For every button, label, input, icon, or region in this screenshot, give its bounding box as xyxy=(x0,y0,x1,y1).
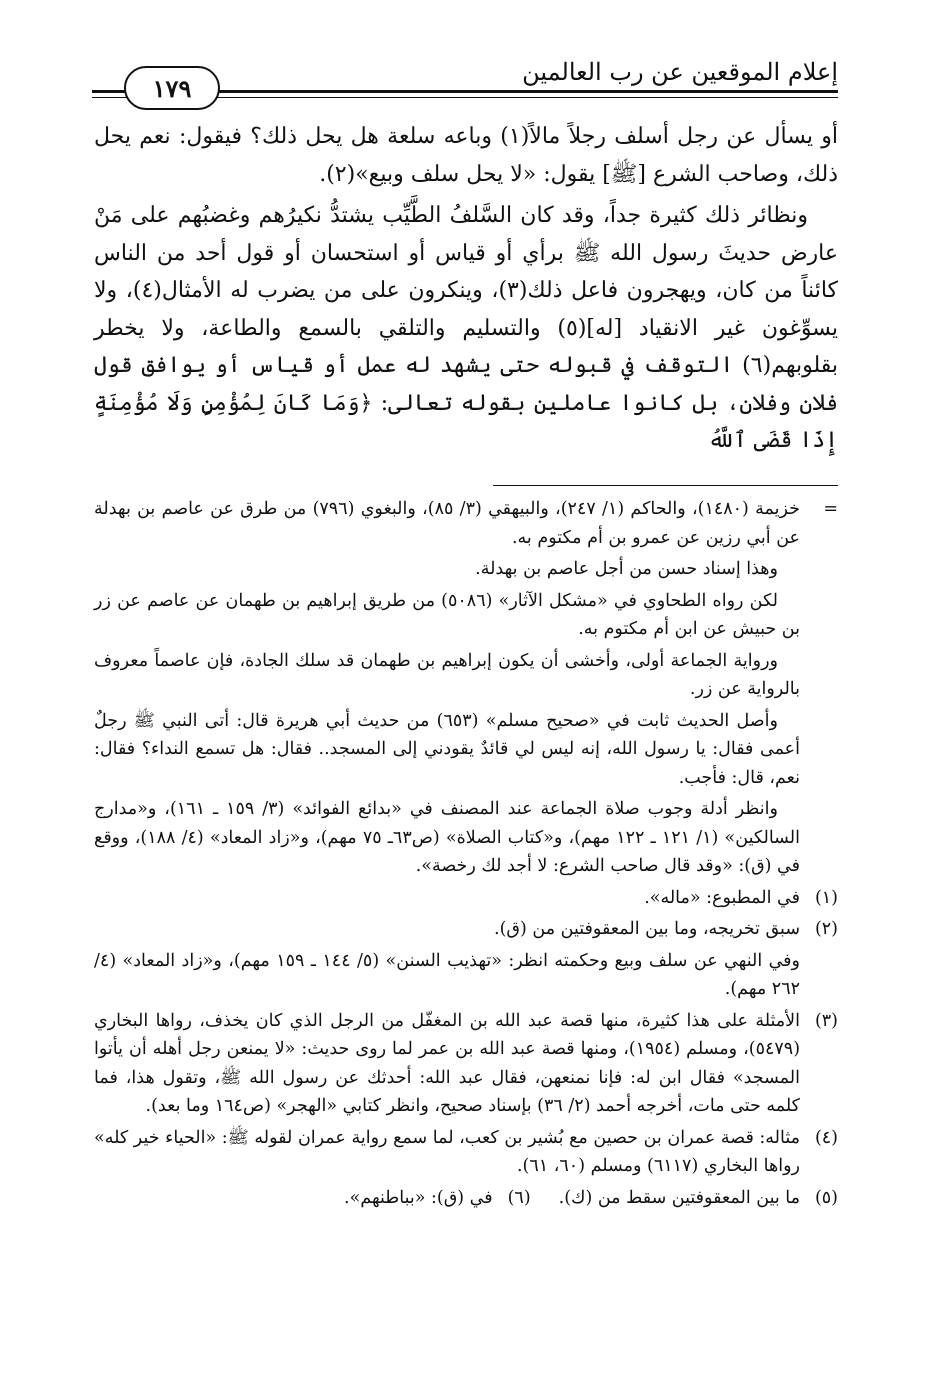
page-number: ١٧٩ xyxy=(124,66,220,110)
footnote-text: الأمثلة على هذا كثيرة، منها قصة عبد الله بن المغفّل من الرجل الذي كان يخذف، رواها البخاري (٥٤٧٩)، ومسلم (١٩٥٤)، ومنها قصة عبد الله بن عمر لما روى حديث: «لا يمنعن رجل أهله أن يأتوا المسجد» فقال ابن له: فإنا نمنعهن، فقال عبد الله: أحدثك عن رسول الله ﷺ، وتقول هذا، فما كلمه حتى مات، أخرجه أحمد (٢/ ٣٦) بإسناد صحيح، وانظر كتابي «الهجر» (ص١٦٤ وما بعد). xyxy=(94,1010,801,1116)
footnote-continuation xyxy=(94,647,838,704)
running-title: إعلام الموقعين عن رب العالمين xyxy=(522,58,838,86)
footnote-separator xyxy=(493,485,838,486)
footnote-text: ما بين المعقوفتين سقط من (ك). xyxy=(558,1187,800,1208)
footnote-marker: (٥) xyxy=(814,1187,838,1208)
footnote-text: في (ق): «بباطنهم». xyxy=(344,1187,493,1208)
footnote-marker xyxy=(800,555,838,584)
footnote-marker: (٢) xyxy=(814,919,838,939)
footnote xyxy=(94,947,838,1004)
footnote-text: خزيمة (١٤٨٠)، والحاكم (١/ ٢٤٧)، والبيهقي (٣/ ٨٥)، والبغوي (٧٩٦) من طرق عن عاصم بن بهدلة عن أبي رزين عن عمرو بن أم مكتوم به. xyxy=(94,499,800,548)
footnote-continuation xyxy=(94,555,838,584)
footnote-text: في المطبوع: «ماله». xyxy=(644,887,800,908)
footnote xyxy=(94,884,838,913)
footnote-marker xyxy=(800,647,838,704)
footnote-marker: (٣) xyxy=(814,1010,838,1031)
footnote-text: وأصل الحديث ثابت في «صحيح مسلم» (٦٥٣) من حديث أبي هريرة قال: أتى النبي ﷺ رجلٌ أعمى فقال: يا رسول الله، إنه ليس لي قائدٌ يقودني إلى المسجد.. فقال: هل تسمع النداء؟ فقال: نعم، قال: فأجب. xyxy=(94,710,800,788)
footnote-text: وهذا إسناد حسن من أجل عاصم بن بهدلة. xyxy=(475,559,778,579)
footnote-continuation xyxy=(94,795,838,881)
footnote-text: مثاله: قصة عمران بن حصين مع بُشير بن كعب، لما سمع رواية عمران لقوله ﷺ: «الحياء خير كله» رواها البخاري (٦١١٧) ومسلم (٦٠، ٦١). xyxy=(94,1127,800,1176)
footnote-marker xyxy=(800,707,838,793)
footnote-marker xyxy=(800,587,838,644)
footnote xyxy=(94,1007,838,1121)
footnote-pair xyxy=(94,1184,838,1213)
footnote-text: سبق تخريجه، وما بين المعقوفتين من (ق). xyxy=(494,919,800,939)
main-paragraph: ونظائر ذلك كثيرة جداً، وقد كان السَّلفُ الطَّيِّب يشتدُّ نكيرُهم وغضبُهم على مَنْ عارض حديثَ رسول الله ﷺ برأي أو قياس أو استحسان أو قول أحد من الناس كائناً من كان، ويهجرون فاعل ذلك(٣)، وينكرون على من يضرب له الأمثال(٤)، ولا يسوِّغون غير الانقياد [له](٥) والتسليم والتلقي بالسمع والطاعة، ولا يخطر بقلوبهم(٦) التوقف في قبوله حتى يشهد له عمل أو قياس أو يوافق قول فلان وفلان، بل كانوا عاملين بقوله تعالى: ﴿وَمَا كَانَ لِمُؤْمِنٍ وَلَا مُؤْمِنَةٍ إِذَا قَضَى ٱللَّهُ xyxy=(94,203,838,453)
footnote-marker xyxy=(800,795,838,881)
footnote xyxy=(94,915,838,944)
footnote-text: وفي النهي عن سلف وبيع وحكمته انظر: «تهذيب السنن» (٥/ ١٤٤ ـ ١٥٩ مهم)، و«زاد المعاد» (٤/ ٢٦٢ مهم). xyxy=(94,950,800,999)
footnote-text: لكن رواه الطحاوي في «مشكل الآثار» (٥٠٨٦) من طريق إبراهيم بن طهمان عن عاصم عن زر بن حبيش عن ابن أم مكتوم به. xyxy=(94,590,800,639)
footnotes xyxy=(94,495,838,1215)
footnote xyxy=(94,1124,838,1181)
footnote-continuation xyxy=(94,495,838,552)
spacer xyxy=(531,1184,559,1213)
main-paragraph: أو يسأل عن رجل أسلف رجلاً مالاً(١) وباعه سلعة هل يحل ذلك؟ فيقول: نعم يحل ذلك، وصاحب الشرع [ﷺ] يقول: «لا يحل سلف وبيع»(٢). xyxy=(94,124,838,187)
footnote-marker xyxy=(800,947,838,1004)
main-text xyxy=(94,118,838,460)
footnote-marker: (٤) xyxy=(814,1127,838,1148)
footnote-continuation xyxy=(94,587,838,644)
footnote-text: وانظر أدلة وجوب صلاة الجماعة عند المصنف في «بدائع الفوائد» (٣/ ١٥٩ ـ ١٦١)، و«مدارج السالكين» (١/ ١٢١ ـ ١٢٢ مهم)، و«كتاب الصلاة» (ص٦٣ـ ٧٥ مهم)، و«زاد المعاد» (٤/ ١٨٨)، ووقع في (ق): «وقد قال صاحب الشرع: لا أجد لك رخصة». xyxy=(94,799,800,876)
footnote-marker: = xyxy=(823,499,838,519)
footnote-marker: (٦) xyxy=(507,1187,531,1208)
footnote-text: ورواية الجماعة أولى، وأخشى أن يكون إبراهيم بن طهمان قد سلك الجادة، فإن عاصماً معروف بالرواية عن زر. xyxy=(94,650,800,699)
footnote-marker: (١) xyxy=(814,887,838,908)
footnote-continuation xyxy=(94,707,838,793)
